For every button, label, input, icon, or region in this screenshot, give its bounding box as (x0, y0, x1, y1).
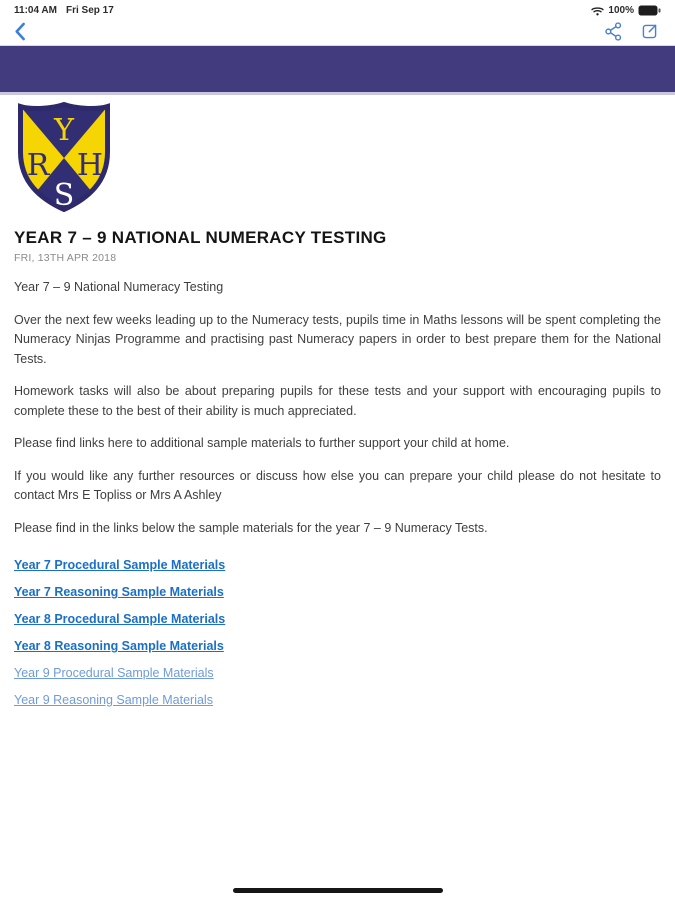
article-body (14, 278, 661, 538)
battery-icon (638, 5, 661, 16)
wifi-icon (591, 6, 604, 16)
link-year8-procedural[interactable]: Year 8 Procedural Sample Materials (14, 612, 226, 626)
status-date: Fri Sep 17 (65, 5, 114, 16)
nav-bar (0, 17, 675, 46)
link-year7-reasoning[interactable]: Year 7 Reasoning Sample Materials (14, 585, 224, 599)
paragraph: Please find links here to additional sample materials to further support your child at home. (14, 436, 510, 450)
sample-materials-links (14, 558, 661, 707)
school-crest-logo (14, 102, 114, 212)
school-banner (0, 46, 675, 95)
link-year7-procedural[interactable]: Year 7 Procedural Sample Materials (14, 558, 226, 572)
open-external-button[interactable] (640, 22, 659, 41)
external-link-icon (640, 22, 659, 41)
clock-time: 11:04 AM (14, 5, 57, 16)
crest-letter-s: S (53, 178, 75, 212)
link-year8-reasoning[interactable]: Year 8 Reasoning Sample Materials (14, 639, 224, 653)
paragraph: Homework tasks will also be about preparing pupils for these tests and your support with encouraging pupils to complete these to the best of their ability is much appreciated. (14, 384, 661, 418)
battery-percent: 100% (608, 5, 634, 16)
link-year9-reasoning[interactable]: Year 9 Reasoning Sample Materials (14, 693, 213, 707)
page-title: YEAR 7 – 9 NATIONAL NUMERACY TESTING (14, 228, 387, 247)
crest-letter-r: R (26, 148, 50, 183)
paragraph: Over the next few weeks leading up to the Numeracy tests, pupils time in Maths lessons will be spent completing the Numeracy Ninjas Programme and practising past Numeracy papers in order to best prepare them for the National Tests. (14, 312, 661, 366)
link-year9-procedural[interactable]: Year 9 Procedural Sample Materials (14, 666, 214, 680)
crest-letter-h: H (76, 148, 104, 183)
share-button[interactable] (604, 22, 623, 41)
chevron-left-icon (14, 22, 26, 41)
publish-date: FRI, 13TH APR 2018 (14, 252, 117, 264)
paragraph: Year 7 – 9 National Numeracy Testing (14, 280, 224, 294)
status-bar (0, 0, 675, 17)
share-nodes-icon (604, 22, 623, 41)
article-content (0, 102, 675, 707)
paragraph: If you would like any further resources or discuss how else you can prepare your child please do not hesitate to contact Mrs E Topliss or Mrs A Ashley (14, 468, 661, 502)
home-indicator[interactable] (233, 888, 443, 893)
back-button[interactable] (14, 22, 26, 41)
paragraph: Please find in the links below the sample materials for the year 7 – 9 Numeracy Tests. (14, 520, 488, 535)
crest-letter-y: Y (54, 113, 74, 148)
